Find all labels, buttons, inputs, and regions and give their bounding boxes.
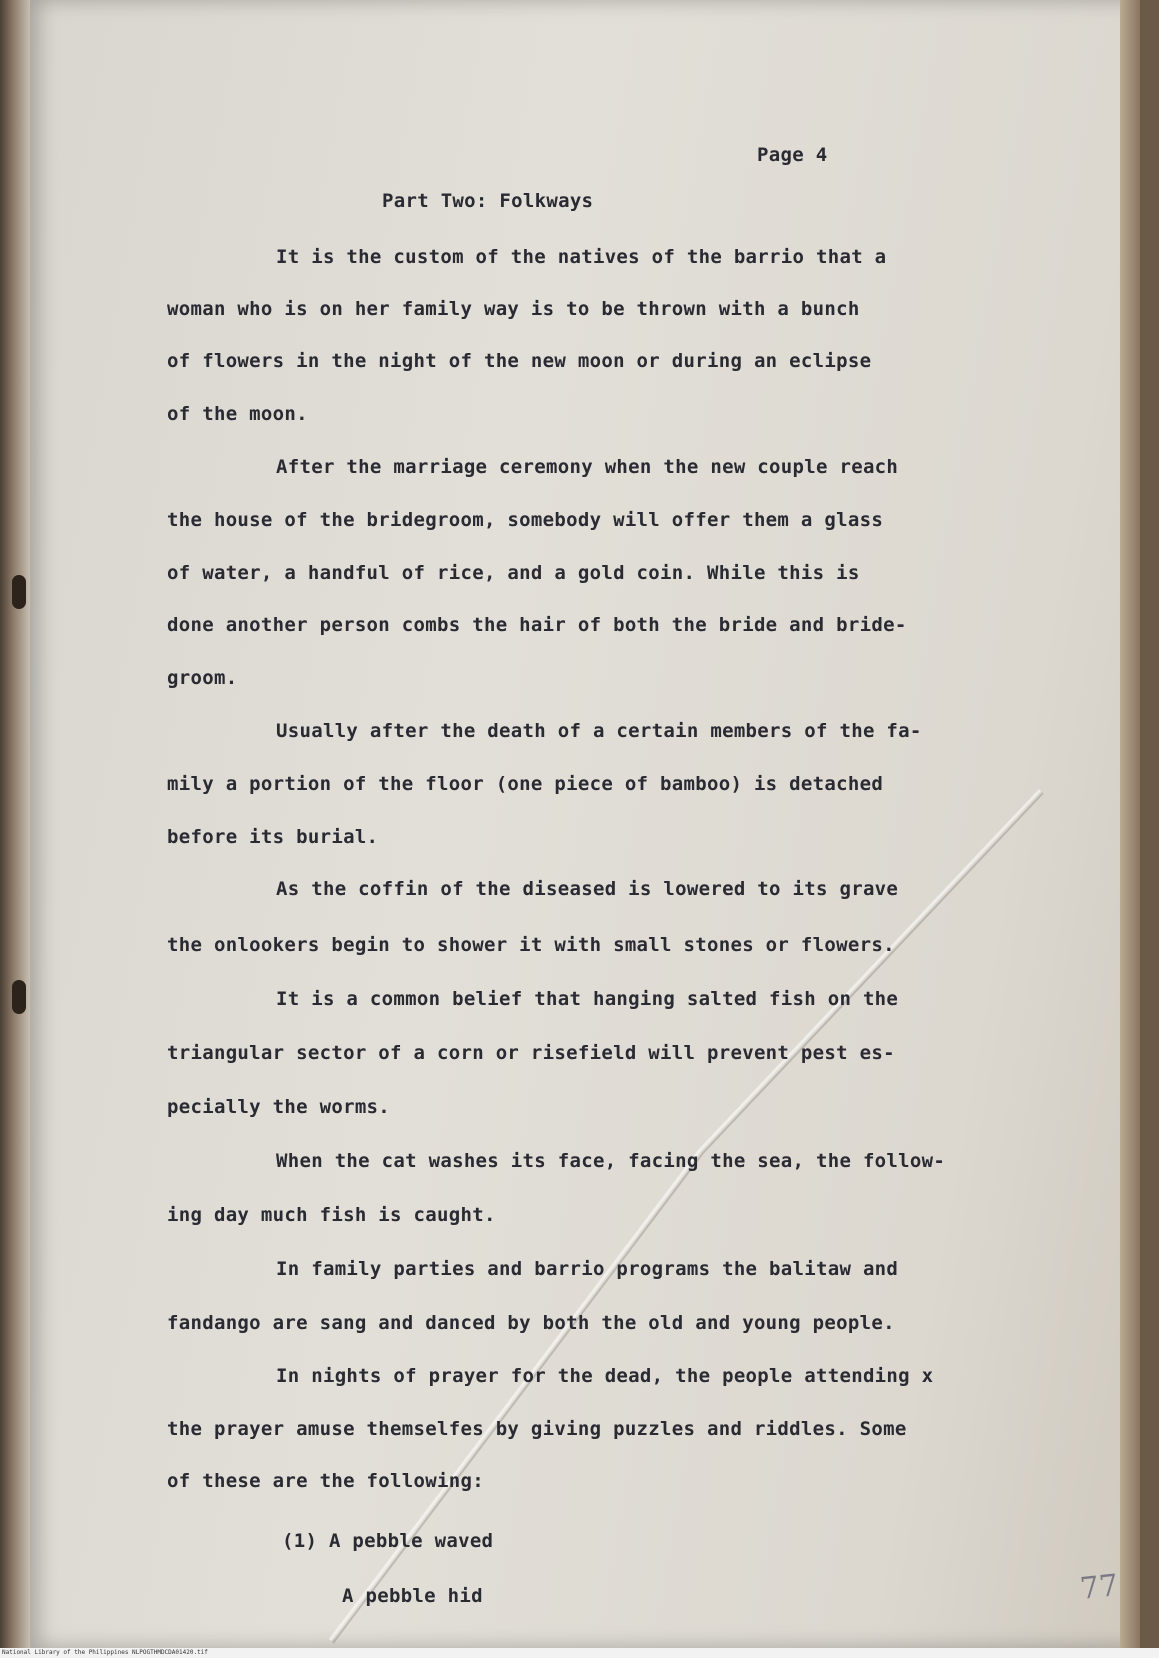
text-line: the house of the bridegroom, somebody will offer them a glass — [167, 509, 884, 531]
text-line: pecially the worms. — [167, 1096, 391, 1118]
scan-footer: National Library of the Philippines NLPOGTHMDCDA01420.tif — [0, 1648, 1159, 1658]
text-line: before its burial. — [167, 826, 379, 848]
binding-hole — [12, 575, 26, 609]
page-label: Page 4 — [757, 144, 828, 166]
text-line: As the coffin of the diseased is lowered to its grave — [276, 878, 899, 900]
text-line: In family parties and barrio programs the balitaw and — [276, 1258, 899, 1280]
handwritten-page-number: 77 — [1078, 1568, 1120, 1607]
text-line: groom. — [167, 667, 238, 689]
riddle-item: A pebble hid — [342, 1585, 483, 1607]
text-line: the prayer amuse themselfes by giving puzzles and riddles. Some — [167, 1418, 907, 1440]
text-line: fandango are sang and danced by both the old and young people. — [167, 1312, 895, 1334]
text-line: After the marriage ceremony when the new couple reach — [276, 456, 899, 478]
text-line: It is a common belief that hanging salted fish on the — [276, 988, 899, 1010]
text-line: woman who is on her family way is to be thrown with a bunch — [167, 298, 860, 320]
binding-hole — [12, 980, 26, 1014]
text-line: of the moon. — [167, 403, 308, 425]
riddle-item: (1) A pebble waved — [282, 1530, 494, 1552]
text-line: done another person combs the hair of both the bride and bride- — [167, 614, 907, 636]
text-line: When the cat washes its face, facing the sea, the follow- — [276, 1150, 946, 1172]
text-line: mily a portion of the floor (one piece of bamboo) is detached — [167, 773, 884, 795]
text-line: ing day much fish is caught. — [167, 1204, 496, 1226]
text-line: Usually after the death of a certain members of the fa- — [276, 720, 922, 742]
text-line: In nights of prayer for the dead, the people attending x — [276, 1365, 934, 1387]
text-line: triangular sector of a corn or risefield will prevent pest es- — [167, 1042, 895, 1064]
text-line: of these are the following: — [167, 1470, 484, 1492]
section-title: Part Two: Folkways — [382, 190, 594, 212]
text-line: of water, a handful of rice, and a gold coin. While this is — [167, 562, 860, 584]
text-line: It is the custom of the natives of the barrio that a — [276, 246, 887, 268]
page-edge — [1120, 0, 1140, 1648]
book-binding — [0, 0, 30, 1648]
text-line: the onlookers begin to shower it with small stones or flowers. — [167, 934, 895, 956]
text-line: of flowers in the night of the new moon or during an eclipse — [167, 350, 872, 372]
